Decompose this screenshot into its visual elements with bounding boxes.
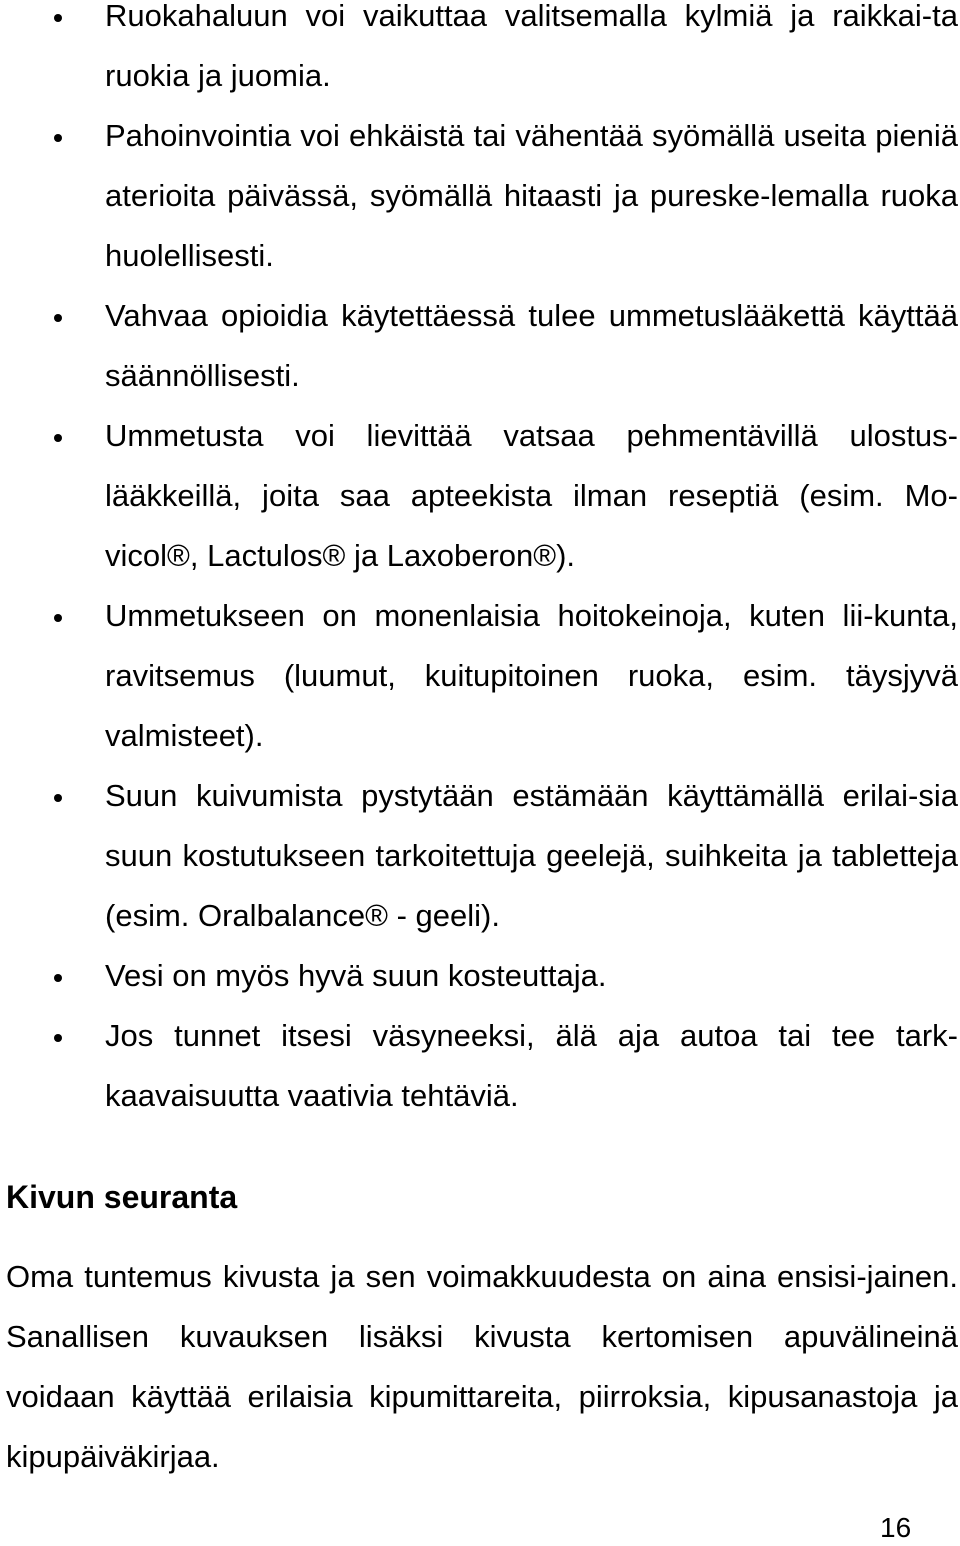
list-item-text: Vesi on myös hyvä suun kosteuttaja. <box>105 958 607 993</box>
section-paragraph: Oma tuntemus kivusta ja sen voimakkuudesta on aina ensisi-jainen. Sanallisen kuvauksen lisäksi kivusta kertomisen apuvälineinä voidaan käyttää erilaisia kipumittareita, piirroksia, kipusanastoja ja kipupäiväkirjaa. <box>6 1259 958 1474</box>
list-item-text: Pahoinvointia voi ehkäistä tai vähentää syömällä useita pieniä aterioita päivässä, syömällä hitaasti ja pureske-lemalla ruoka huolellisesti. <box>105 118 958 273</box>
list-item-text: Jos tunnet itsesi väsyneeksi, älä aja autoa tai tee tark-kaavaisuutta vaativia tehtäviä. <box>105 1018 958 1113</box>
bullet-dot-icon <box>54 14 62 22</box>
list-item-text: Suun kuivumista pystytään estämään käyttämällä erilai-sia suun kostutukseen tarkoitettuja geelejä, suihkeita ja tabletteja (esim. Oralbalance® - geeli). <box>105 778 958 933</box>
list-item <box>0 766 960 946</box>
list-item-text: Ruokahaluun voi vaikuttaa valitsemalla kylmiä ja raikkai-ta ruokia ja juomia. <box>105 0 958 93</box>
page-number: 16 <box>880 1512 912 1543</box>
list-item-text: Vahvaa opioidia käytettäessä tulee ummetuslääkettä käyttää säännöllisesti. <box>105 298 958 393</box>
list-item <box>0 106 960 286</box>
list-item <box>0 406 960 586</box>
list-item <box>0 0 960 106</box>
bullet-dot-icon <box>54 1034 62 1042</box>
bullet-dot-icon <box>54 974 62 982</box>
bullet-dot-icon <box>54 794 62 802</box>
section-heading: Kivun seuranta <box>6 1179 238 1215</box>
bullet-dot-icon <box>54 434 62 442</box>
list-item <box>0 946 960 1006</box>
list-item-text: Ummetukseen on monenlaisia hoitokeinoja, kuten lii-kunta, ravitsemus (luumut, kuitupitoinen ruoka, esim. täysjyvä valmisteet). <box>105 598 958 753</box>
list-item <box>0 286 960 406</box>
list-item-text: Ummetusta voi lievittää vatsaa pehmentävillä ulostus-lääkkeillä, joita saa apteekista ilman reseptiä (esim. Mo-vicol®, Lactulos® ja Laxoberon®). <box>105 418 958 573</box>
bullet-dot-icon <box>54 314 62 322</box>
bullet-dot-icon <box>54 614 62 622</box>
bullet-dot-icon <box>54 134 62 142</box>
list-item <box>0 586 960 766</box>
list-item <box>0 1006 960 1126</box>
